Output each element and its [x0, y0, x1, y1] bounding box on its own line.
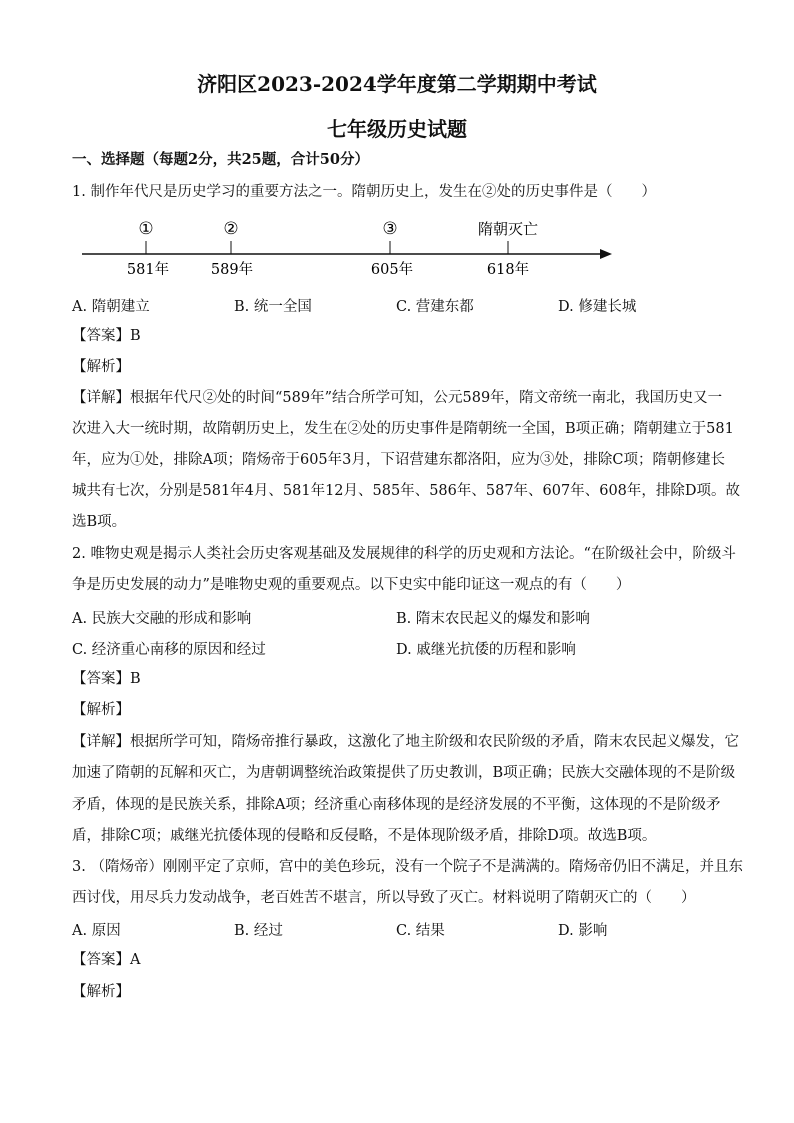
q1-option-c: C. 营建东都 — [396, 299, 474, 315]
q2-detail-line: 加速了隋朝的瓦解和灭亡，为唐朝调整统治政策提供了历史教训，B项正确；民族大交融体现的不是阶级 — [72, 765, 736, 781]
q1-detail-line: 年，应为①处，排除A项；隋炀帝于605年3月，下诏营建东都洛阳，应为③处，排除C项；隋朝修建长 — [72, 452, 725, 468]
timeline-year-label: 581年 — [126, 262, 170, 278]
q2-option-b: B. 隋末农民起义的爆发和影响 — [396, 611, 590, 627]
timeline-year-label: 589年 — [210, 262, 254, 278]
q1-option-b: B. 统一全国 — [234, 299, 312, 315]
q1-detail-line: 城共有七次，分别是581年4月、581年12月、585年、586年、587年、607年、608年，排除D项。故 — [72, 483, 741, 499]
q3-analysis-label: 【解析】 — [72, 984, 130, 1000]
q3-option-d: D. 影响 — [558, 923, 608, 939]
page-subtitle: 七年级历史试题 — [327, 117, 467, 141]
timeline-figure — [72, 212, 632, 280]
page-title: 济阳区2023-2024学年度第二学期期中考试 — [197, 72, 597, 96]
q2-detail-line: 【详解】根据所学可知，隋炀帝推行暴政，这激化了地主阶级和农民阶级的矛盾，隋末农民起义爆发，它 — [72, 734, 739, 750]
q1-stem: 1. 制作年代尺是历史学习的重要方法之一。隋朝历史上，发生在②处的历史事件是（ ） — [72, 184, 656, 200]
q3-stem-line: 西讨伐，用尽兵力发动战争，老百姓苦不堪言，所以导致了灭亡。材料说明了隋朝灭亡的（ ） — [72, 890, 696, 906]
q2-stem-line: 争是历史发展的动力”是唯物史观的重要观点。以下史实中能印证这一观点的有（ ） — [72, 577, 631, 593]
timeline-year-label: 605年 — [370, 262, 414, 278]
q2-answer: 【答案】B — [72, 671, 141, 687]
q3-stem-line: 3. （隋炀帝）刚刚平定了京师，宫中的美色珍玩，没有一个院子不是满满的。隋炀帝仍旧不满足，并且东 — [72, 859, 743, 875]
q3-option-c: C. 结果 — [396, 923, 445, 939]
section-heading: 一、选择题（每题2分，共25题，合计50分） — [72, 151, 369, 168]
timeline-mark-label: ① — [138, 219, 154, 239]
q2-detail-line: 矛盾，体现的是民族关系，排除A项；经济重心南移体现的是经济发展的不平衡，这体现的不是阶级矛 — [72, 797, 721, 813]
timeline-year-label: 618年 — [486, 262, 530, 278]
timeline-mark-label: ② — [223, 219, 239, 239]
q1-detail-line: 次进入大一统时期，故隋朝历史上，发生在②处的历史事件是隋朝统一全国，B项正确；隋朝建立于581 — [72, 421, 734, 437]
q2-detail-line: 盾，排除C项；戚继光抗倭体现的侵略和反侵略，不是体现阶级矛盾，排除D项。故选B项。 — [72, 828, 657, 844]
q3-option-b: B. 经过 — [234, 923, 283, 939]
q2-option-d: D. 戚继光抗倭的历程和影响 — [396, 642, 576, 658]
q2-stem-line: 2. 唯物史观是揭示人类社会历史客观基础及发展规律的科学的历史观和方法论。“在阶级社会中，阶级斗 — [72, 546, 736, 562]
q2-analysis-label: 【解析】 — [72, 702, 130, 718]
q1-detail-line: 选B项。 — [72, 514, 127, 530]
q2-option-c: C. 经济重心南移的原因和经过 — [72, 642, 266, 658]
q1-option-a: A. 隋朝建立 — [72, 299, 150, 315]
timeline-arrowhead — [600, 249, 612, 259]
q3-option-a: A. 原因 — [72, 923, 121, 939]
q1-analysis-label: 【解析】 — [72, 359, 130, 375]
q1-detail-line: 【详解】根据年代尺②处的时间“589年”结合所学可知，公元589年，隋文帝统一南北，我国历史又一 — [72, 390, 723, 406]
q2-option-a: A. 民族大交融的形成和影响 — [72, 611, 252, 627]
timeline-mark-label: ③ — [382, 219, 398, 239]
q1-answer: 【答案】B — [72, 328, 141, 344]
q3-answer: 【答案】A — [72, 952, 141, 968]
timeline-mark-label: 隋朝灭亡 — [477, 220, 539, 238]
q1-option-d: D. 修建长城 — [558, 299, 637, 315]
